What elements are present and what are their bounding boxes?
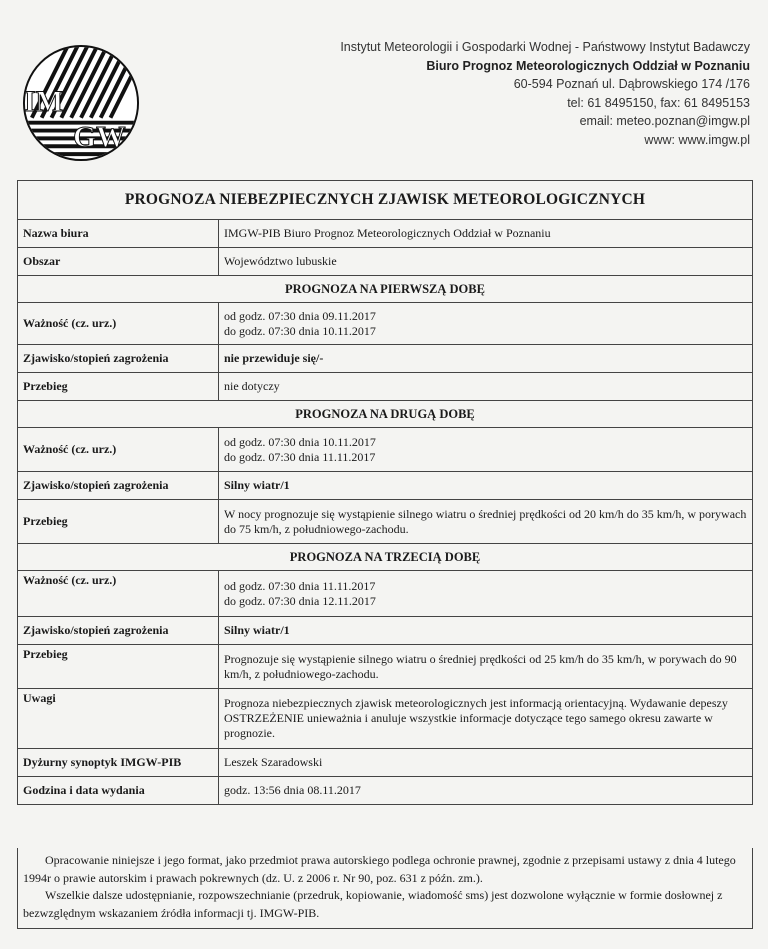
day1-course: nie dotyczy [219, 373, 753, 401]
office-label: Nazwa biura [18, 220, 219, 248]
day2-to: do godz. 07:30 dnia 11.11.2017 [224, 449, 376, 464]
copyright-text: Opracowanie niniejsze i jego format, jako przedmiot prawa autorskiego podlega ochronie prawnej, zgodnie z przepisami ustawy z dnia 4 lutego 1994r o prawie autorskim i prawach pokrewnych (dz. U. z 2006 r. Nr 90, poz. 631 z późn. zm.). [23, 853, 736, 885]
day3-heading: PROGNOZA NA TRZECIĄ DOBĘ [18, 544, 753, 571]
office-value: IMGW-PIB Biuro Prognoz Meteorologicznych Oddział w Poznaniu [219, 220, 753, 248]
day3-phenomenon-label: Zjawisko/stopień zagrożenia [18, 617, 219, 645]
day1-phenomenon: nie przewiduje się/- [219, 345, 753, 373]
day1-to: do godz. 07:30 dnia 10.11.2017 [224, 323, 376, 338]
day1-heading: PROGNOZA NA PIERWSZĄ DOBĘ [18, 276, 753, 303]
distribution-text: Wszelkie dalsze udostępnianie, rozpowszechnianie (przedruk, kopiowanie, wiadomość sms) jest dozwolone wyłącznie w formie dosłownej z bezwzględnym wskazaniem źródła informacji tj. IMGW-PIB. [23, 888, 723, 920]
day3-from: od godz. 07:30 dnia 11.11.2017 [224, 578, 376, 593]
copyright-footer [17, 848, 753, 929]
office-name: Biuro Prognoz Meteorologicznych Oddział w Poznaniu [426, 58, 750, 73]
svg-text:GW: GW [73, 121, 126, 154]
phone: tel: 61 8495150, fax: 61 8495153 [567, 95, 750, 110]
address: 60-594 Poznań ul. Dąbrowskiego 174 /176 [513, 77, 750, 91]
website: www: www.imgw.pl [644, 132, 750, 147]
day3-validity-label: Ważność (cz. urz.) [18, 571, 219, 617]
area-label: Obszar [18, 248, 219, 276]
day3-phenomenon: Silny wiatr/1 [219, 617, 753, 645]
area-value: Województwo lubuskie [219, 248, 753, 276]
notes-label: Uwagi [18, 689, 219, 749]
forecaster: Leszek Szaradowski [219, 749, 753, 777]
day1-validity-label: Ważność (cz. urz.) [18, 303, 219, 345]
doc-title: PROGNOZA NIEBEZPIECZNYCH ZJAWISK METEOROLOGICZNYCH [18, 181, 753, 220]
day3-course-label: Przebieg [18, 645, 219, 689]
letterhead [340, 38, 750, 149]
imgw-logo [22, 44, 140, 162]
institute-name: Instytut Meteorologii i Gospodarki Wodnej - Państwowy Instytut Badawczy [340, 40, 750, 54]
day1-course-label: Przebieg [18, 373, 219, 401]
day2-course-label: Przebieg [18, 500, 219, 544]
forecast-table [17, 180, 753, 805]
day3-course: Prognozuje się wystąpienie silnego wiatru o średniej prędkości od 25 km/h do 35 km/h, w porywach do 90 km/h, z południowego-zachodu. [219, 645, 753, 689]
day2-heading: PROGNOZA NA DRUGĄ DOBĘ [18, 401, 753, 428]
day1-phenomenon-label: Zjawisko/stopień zagrożenia [18, 345, 219, 373]
day2-from: od godz. 07:30 dnia 10.11.2017 [224, 434, 376, 449]
day1-from: od godz. 07:30 dnia 09.11.2017 [224, 308, 376, 323]
day2-phenomenon: Silny wiatr/1 [219, 472, 753, 500]
day3-to: do godz. 07:30 dnia 12.11.2017 [224, 593, 376, 608]
notes: Prognoza niebezpiecznych zjawisk meteorologicznych jest informacją orientacyjną. Wydawanie depeszy OSTRZEŻENIE unieważnia i anuluje wszystkie informacje dotyczące tego samego okresu zawarte w prognozie. [219, 689, 753, 749]
forecaster-label: Dyżurny synoptyk IMGW-PIB [18, 749, 219, 777]
issued: godz. 13:56 dnia 08.11.2017 [219, 777, 753, 805]
day2-validity-label: Ważność (cz. urz.) [18, 428, 219, 472]
day2-course: W nocy prognozuje się wystąpienie silnego wiatru o średniej prędkości od 20 km/h do 35 km/h, w porywach do 75 km/h, z południowego-zachodu. [219, 500, 753, 544]
email: email: meteo.poznan@imgw.pl [579, 114, 750, 128]
day2-phenomenon-label: Zjawisko/stopień zagrożenia [18, 472, 219, 500]
issued-label: Godzina i data wydania [18, 777, 219, 805]
svg-text:IM: IM [23, 85, 64, 118]
